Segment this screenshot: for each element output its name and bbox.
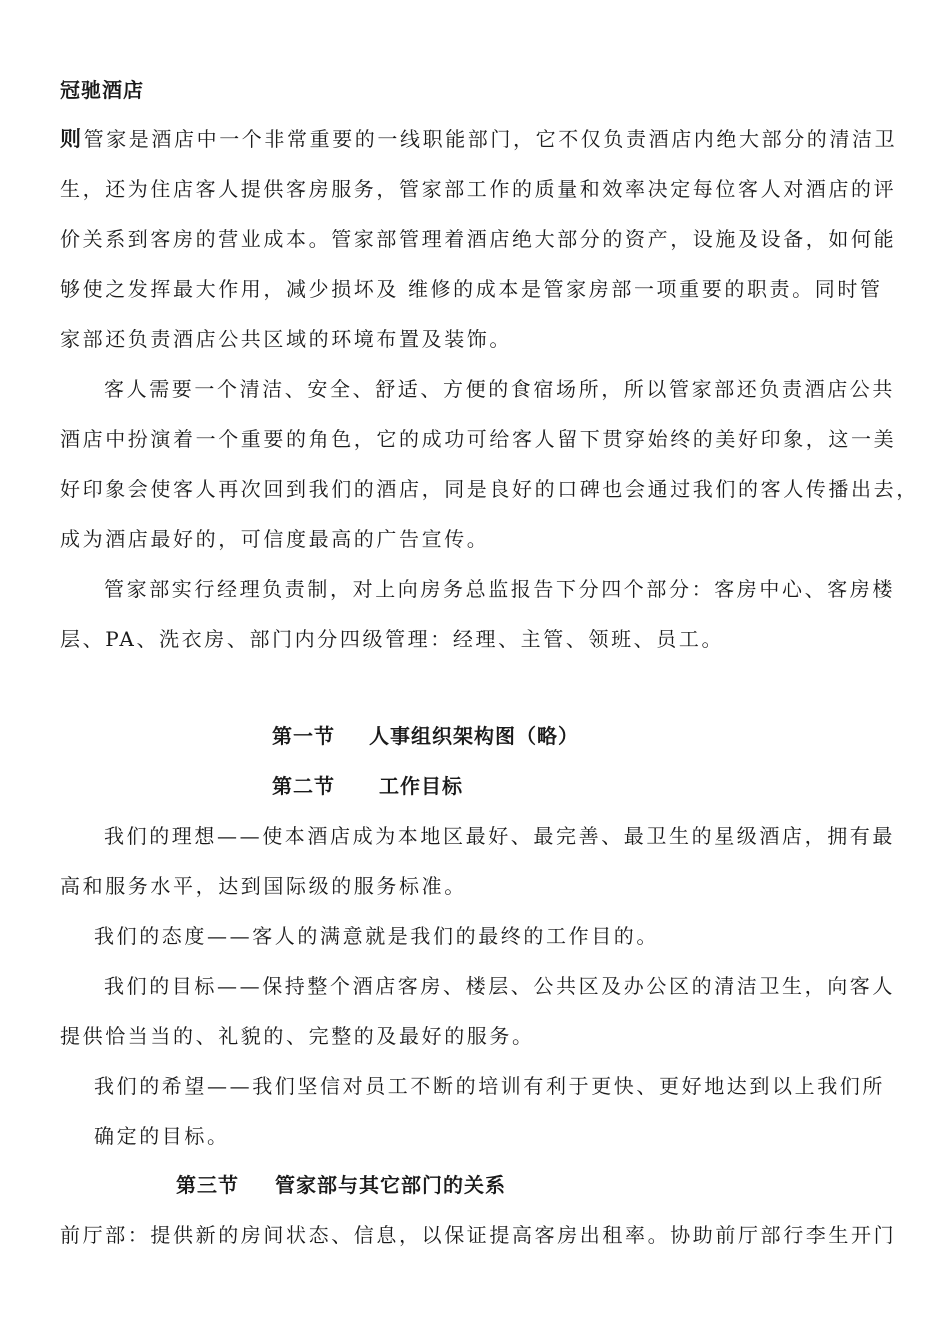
section-1-number: 第一节	[272, 724, 335, 748]
ideal-line-2: 高和服务水平，达到国际级的服务标准。	[60, 874, 467, 898]
section-3-number: 第三节	[176, 1173, 239, 1197]
section-2-number: 第二节	[272, 774, 335, 798]
document-title: 冠驰酒店	[60, 78, 144, 102]
section-1-title: 人事组织架构图（略）	[369, 724, 579, 748]
para3-line-2: 层、PA、洗衣房、部门内分四级管理：经理、主管、领班、员工。	[60, 627, 725, 651]
section-2-heading	[272, 772, 463, 800]
section-3-title: 管家部与其它部门的关系	[275, 1173, 506, 1197]
section-3-heading	[176, 1171, 506, 1199]
intro-line-4: 够使之发挥最大作用，减少损坏及 维修的成本是管家房部一项重要的职责。同时管	[60, 277, 883, 301]
hope-line-2: 确定的目标。	[94, 1124, 230, 1148]
intro-line-2: 生，还为住店客人提供客房服务，管家部工作的质量和效率决定每位客人对酒店的评	[60, 177, 897, 201]
intro-line-3: 价关系到客房的营业成本。管家部管理着酒店绝大部分的资产，设施及设备，如何能	[60, 227, 897, 251]
ideal-line-1: 我们的理想——使本酒店成为本地区最好、最完善、最卫生的星级酒店，拥有最	[104, 824, 895, 848]
attitude-line: 我们的态度——客人的满意就是我们的最终的工作目的。	[94, 924, 659, 948]
para2-line-3: 好印象会使客人再次回到我们的酒店，同是良好的口碑也会通过我们的客人传播出去，	[60, 477, 919, 501]
goal-line-1: 我们的目标——保持整个酒店客房、楼层、公共区及办公区的清洁卫生，向客人	[104, 974, 895, 998]
para2-line-1: 客人需要一个清洁、安全、舒适、方便的食宿场所，所以管家部还负责酒店公共	[104, 377, 895, 401]
intro-line-5: 家部还负责酒店公共区域的环境布置及装饰。	[60, 327, 512, 351]
para3-line-1: 管家部实行经理负责制，对上向房务总监报告下分四个部分：客房中心、客房楼	[104, 577, 895, 601]
goal-line-2: 提供恰当当的、礼貌的、完整的及最好的服务。	[60, 1024, 535, 1048]
para2-line-4: 成为酒店最好的，可信度最高的广告宣传。	[60, 527, 490, 551]
hope-line-1: 我们的希望——我们坚信对员工不断的培训有利于更快、更好地达到以上我们所	[94, 1074, 885, 1098]
para2-line-2: 酒店中扮演着一个重要的角色，它的成功可给客人留下贯穿始终的美好印象，这一美	[60, 427, 897, 451]
intro-line-1	[60, 125, 897, 153]
intro-line-1-text: 管家是酒店中一个非常重要的一线职能部门，它不仅负责酒店内绝大部分的清洁卫	[83, 127, 898, 151]
front-office-line: 前厅部：提供新的房间状态、信息，以保证提高客房出租率。协助前厅部行李生开门	[60, 1223, 897, 1247]
section-2-title: 工作目标	[379, 774, 463, 798]
section-1-heading	[272, 722, 579, 750]
intro-lead-char: 则	[60, 127, 84, 151]
